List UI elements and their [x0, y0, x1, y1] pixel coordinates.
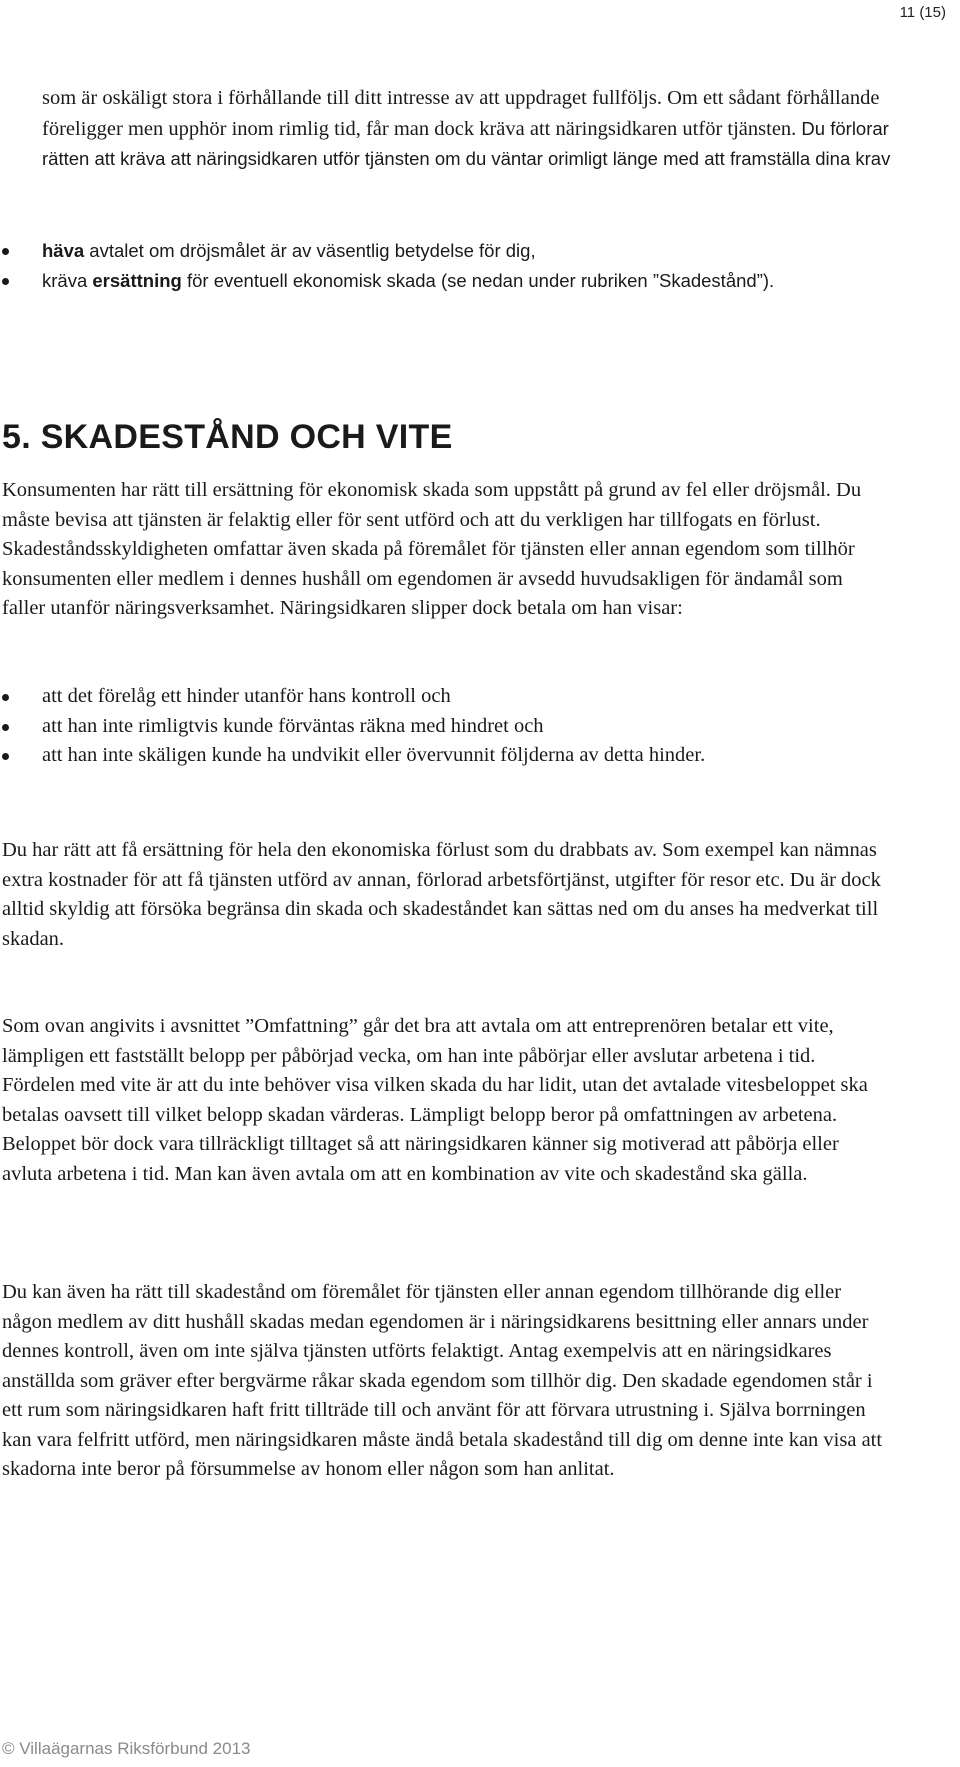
intro-text-serif: som är oskäligt stora i förhållande till ditt intresse av att uppdraget fullföljs. Om ett sådant förhållande föreligger men upphör inom rimlig tid, får man dock kräva att näringsidkaren utför tjänsten.	[42, 87, 880, 140]
list-item: kräva ersättning för eventuell ekonomisk skada (se nedan under rubriken ”Skadestånd”).	[0, 266, 960, 296]
para1-block	[0, 476, 960, 624]
para3-block	[0, 1012, 960, 1189]
section-heading: 5. SKADESTÅND OCH VITE	[2, 418, 453, 456]
bullet-icon	[2, 694, 9, 701]
list-item: att han inte rimligtvis kunde förväntas räkna med hindret och	[0, 712, 960, 742]
paragraph-property-damage: Du kan även ha rätt till skadestånd om föremålet för tjänsten eller annan egendom tillhörande dig eller någon medlem av ditt hushåll skadas medan egendomen är i näringsidkarens besittning eller annars under dennes kontroll, även om inte själva tjänsten utförts felaktigt. Antag exempelvis att en näringsidkares anställda som gräver efter bergvärme råkar skada egendom som tillhör dig. Den skadade egendomen står i ett rum som näringsidkaren haft fritt tillträde till och använt för att förvara utrustning i. Själva borrningen kan vara felfritt utförd, men näringsidkaren måste ändå betala skadestånd till dig om denne inte kan visa att skadorna inte beror på försummelse av honom eller någon som han anlitat.	[2, 1281, 883, 1480]
remedies-list-block	[0, 236, 960, 295]
remedy-keyword: ersättning	[92, 269, 182, 291]
paragraph-compensation: Du har rätt att få ersättning för hela den ekonomiska förlust som du drabbats av. Som exempel kan nämnas extra kostnader för att få tjänsten utförd av annan, förlorad arbetsförtjänst, utgifter för resor etc. Du är dock alltid skyldig att försöka begränsa din skada och skadeståndet kan sättas ned om du anses ha medverkat till skadan.	[2, 839, 881, 950]
intro-paragraph	[0, 84, 960, 175]
bullet-icon	[2, 753, 9, 760]
remedies-list	[0, 236, 960, 295]
conditions-list	[0, 682, 960, 771]
bullet-icon	[2, 278, 9, 285]
paragraph-damages: Konsumenten har rätt till ersättning för ekonomisk skada som uppstått på grund av fel eller dröjsmål. Du måste bevisa att tjänsten är felaktig eller för sent utförd och att du verkligen har tillfogats en förlust. Skadeståndsskyldigheten omfattar även skada på föremålet för tjänsten eller annan egendom som tillhör konsumenten eller medlem i dennes hushåll om egendomen är avsedd huvudsakligen för ändamål som faller utanför näringsverksamhet. Näringsidkaren slipper dock betala om han visar:	[2, 479, 862, 619]
remedy-keyword: häva	[42, 240, 85, 261]
footer-copyright: © Villaägarnas Riksförbund 2013	[2, 1739, 251, 1758]
bullet-icon	[2, 724, 9, 731]
para2-block	[0, 836, 960, 954]
bullet-icon	[2, 248, 9, 255]
list-item: häva avtalet om dröjsmålet är av väsentlig betydelse för dig,	[0, 236, 960, 266]
intro-block	[0, 84, 960, 175]
para4-block	[0, 1278, 960, 1485]
list-item: att han inte skäligen kunde ha undvikit eller övervunnit följderna av detta hinder.	[0, 741, 960, 771]
intro-text-sans: Du förlorar rätten att kräva att näringsidkaren utför tjänsten om du väntar orimligt länge med att framställa dina krav	[42, 117, 891, 169]
list-item: att det förelåg ett hinder utanför hans kontroll och	[0, 682, 960, 712]
page-number: 11 (15)	[899, 4, 946, 21]
conditions-list-block	[0, 682, 960, 771]
paragraph-penalty: Som ovan angivits i avsnittet ”Omfattning” går det bra att avtala om att entreprenören betalar ett vite, lämpligen ett fastställt belopp per påbörjad vecka, om han inte påbörjar eller avslutar arbetena i tid. Fördelen med vite är att du inte behöver visa vilken skada du har lidit, utan det avtalade vitesbeloppet ska betalas oavsett till vilket belopp skadan värderas. Lämpligt belopp beror på omfattningen av arbetena. Beloppet bör dock vara tillräckligt tilltaget så att näringsidkaren känner sig motiverad att påbörja eller avluta arbetena i tid. Man kan även avtala om att en kombination av vite och skadestånd ska gälla.	[2, 1015, 868, 1185]
